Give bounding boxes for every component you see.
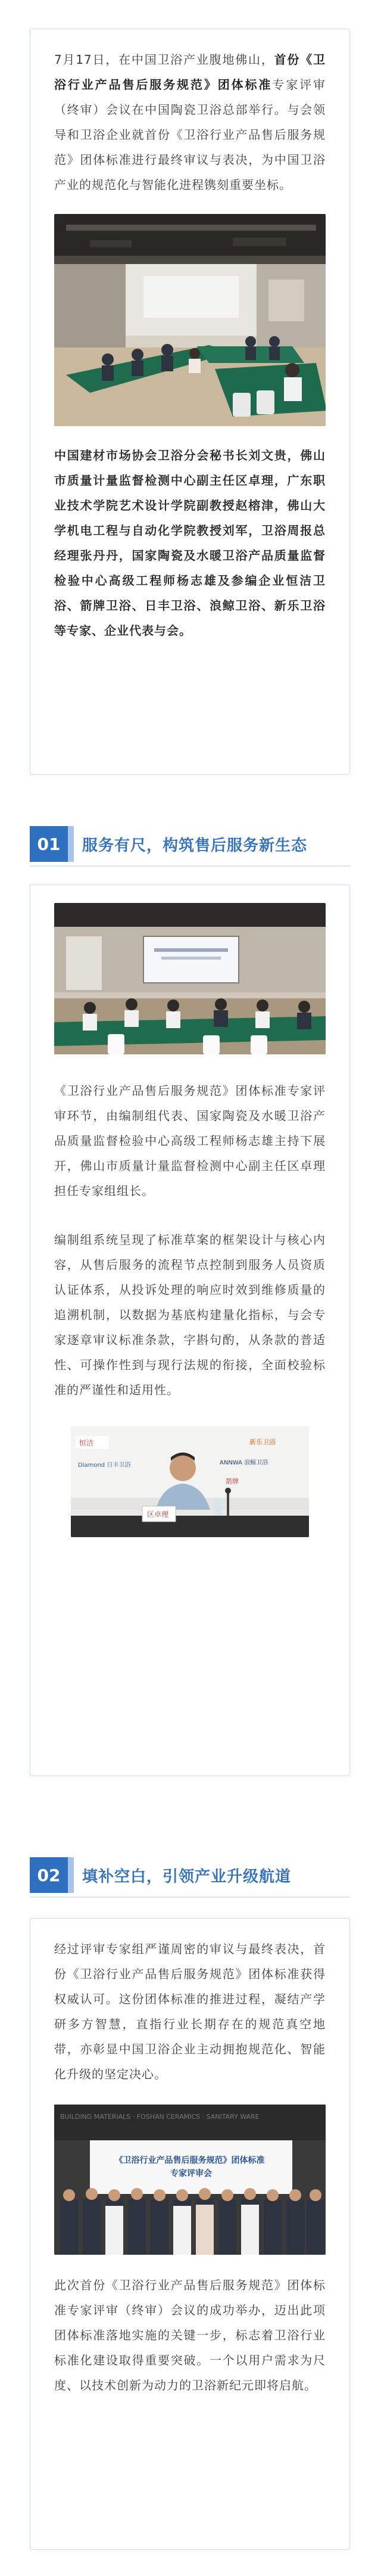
section-2-paragraph-2: 此次首份《卫浴行业产品售后服务规范》团体标准专家评审（终审）会议的成功举办，迈出此项团体标准落地实施的关键一步，标志着卫浴行业标准化建设取得重要突破。一个以用户需求为尺度、以技术创新为动力的卫浴新纪元即将启航。 <box>54 2278 326 2392</box>
section-2-paragraph-1: 经过评审专家组严谨周密的审议与最终表决，首份《卫浴行业产品售后服务规范》团体标准获得权威认可。这份团体标准的推进过程，凝结产学研多方智慧，直指行业长期存在的规范真空地带，亦彰显中国卫浴企业主动拥抱规范化、智能化升级的坚定决心。 <box>54 1942 326 2081</box>
section-1-number: 01 <box>30 826 68 862</box>
speaker-photo-image <box>71 1426 309 1537</box>
attendees-paragraph: 中国建材市场协会卫浴分会秘书长刘文贵，佛山市质量计量监督检测中心副主任区卓理，广东职业技术学院艺术设计学院副教授赵榕津，佛山大学机电工程与自动化学院教授刘军，卫浴周报总经理张丹丹，国家陶瓷及水暖卫浴产品质量监督检验中心高级工程师杨志雄及参编企业恒洁卫浴、箭牌卫浴、日丰卫浴、浪鲸卫浴、新乐卫浴等专家、企业代表与会。 <box>54 448 326 638</box>
name-placard: 区卓理 <box>147 1510 169 1519</box>
group-photo-background-text: BUILDING MATERIALS · FOSHAN CERAMICS · SANITARY WARE <box>60 2113 260 2121</box>
intro-paragraph <box>54 47 326 197</box>
intro-text-b: 专家评审（终审）会议在中国陶瓷卫浴总部举行。与会领导和卫浴企业就首份《卫浴行业产品售后服务规范》团体标准进行最终审议与表决，为中国卫浴产业的规范化与智能化进程镌刻重要坐标。 <box>54 77 326 192</box>
group-photo <box>54 2105 326 2255</box>
logo-xinle: 新乐卫浴 <box>249 1438 276 1446</box>
intro-text-bold: 首份《卫浴行业产品售后服务规范》团体标准 <box>54 52 326 92</box>
intro-card <box>30 29 350 775</box>
section-1-header <box>30 826 350 862</box>
meeting-photo-1-image <box>54 214 326 426</box>
banner-line-1: 《卫浴行业产品售后服务规范》团体标准 <box>114 2156 265 2165</box>
intro-text-a: 7月17日，在中国卫浴产业腹地佛山， <box>54 52 274 67</box>
section-1-paragraph-1: 《卫浴行业产品售后服务规范》团体标准专家评审环节，由编制组代表、国家陶瓷及水暖卫浴产品质量监督检验中心高级工程师杨志雄主持下展开，佛山市质量计量监督检测中心副主任区卓理担任专家组组长。 <box>54 1084 326 1198</box>
banner-line-2: 专家评审会 <box>170 2169 212 2178</box>
meeting-photo-1 <box>54 214 326 426</box>
section-2-underline <box>30 1897 350 1898</box>
section-1-title: 服务有尺，构筑售后服务新生态 <box>82 836 308 855</box>
section-2-title: 填补空白，引领产业升级航道 <box>82 1867 292 1886</box>
logo-rifeng: Diamond 日丰卫浴 <box>78 1462 131 1469</box>
meeting-photo-2 <box>54 903 326 1054</box>
meeting-photo-2-image <box>54 903 326 1054</box>
section-1-underline <box>30 865 350 867</box>
logo-jianpai: 箭牌 <box>226 1478 239 1485</box>
group-photo-image <box>54 2105 326 2255</box>
logo-hengjie: 恒洁 <box>79 1439 94 1447</box>
speaker-photo <box>71 1426 309 1537</box>
section-1-paragraph-2: 编制组系统呈现了标准草案的框架设计与核心内容，从售后服务的流程节点控制到服务人员资质认证体系，从投诉处理的响应时效到维修质量的追溯机制，以数据为基底构建量化指标，与会专家逐章审议标准条款，字斟句酌，从条款的普适性、可操作性到与现行法规的衔接，全面校验标准的严谨性和适用性。 <box>54 1233 326 1397</box>
section-1-card <box>30 884 350 1776</box>
logo-annwa: ANNWA 浪鲸卫浴 <box>220 1460 268 1466</box>
section-2-number: 02 <box>30 1857 68 1893</box>
section-2-card <box>30 1918 350 2550</box>
section-2-header <box>30 1857 350 1893</box>
